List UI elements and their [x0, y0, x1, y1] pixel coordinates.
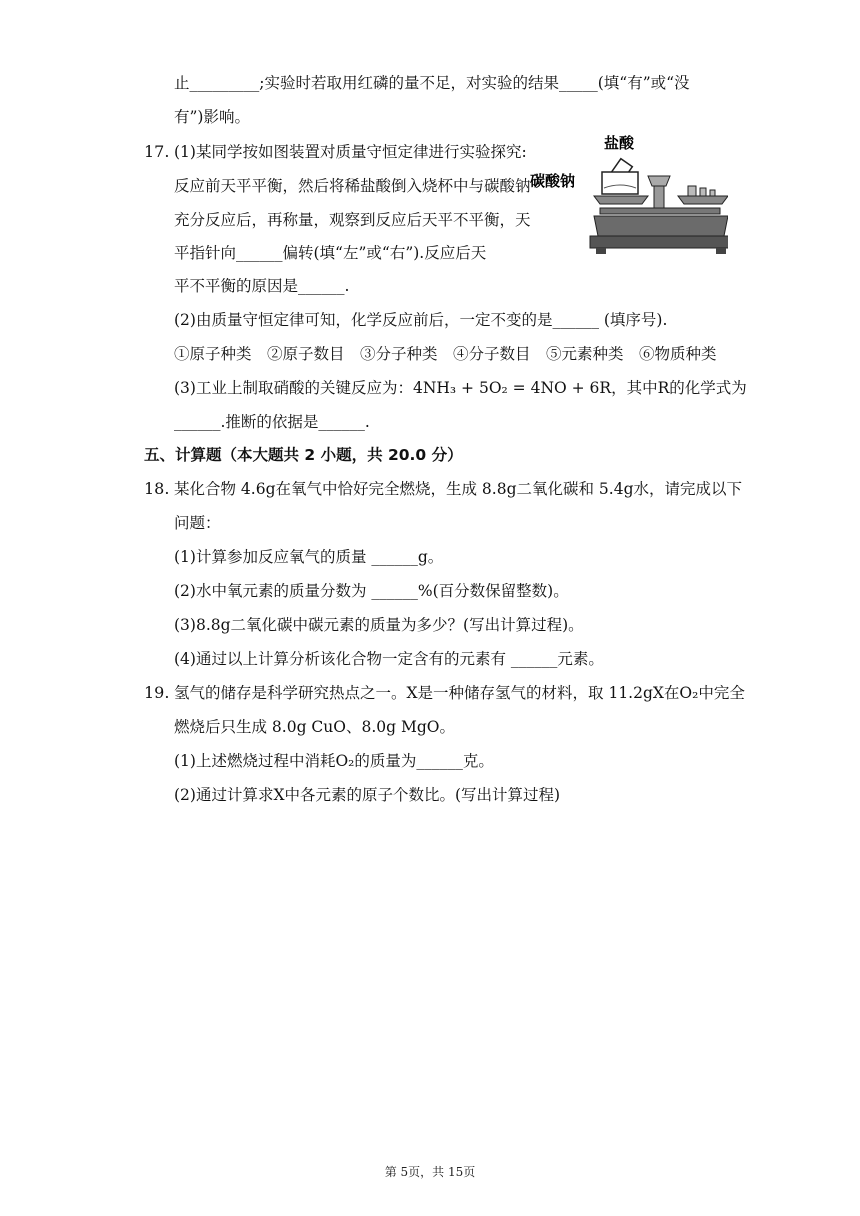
q19-line: 氢气的储存是科学研究热点之一。X是一种储存氢气的材料，取 11.2gX在O₂中完全 [174, 684, 745, 702]
question-number-19: 19. [144, 683, 170, 702]
section-title: 五、计算题（本大题共 2 小题，共 20.0 分） [144, 446, 463, 464]
q17-line: 平指针向______偏转(填“左”或“右”).反应后天 [174, 244, 487, 262]
q17-line: ______.推断的依据是______. [174, 413, 370, 431]
q17-line: (1)某同学按如图装置对质量守恒定律进行实验探究: [174, 143, 527, 161]
q17-line: 反应前天平平衡，然后将稀盐酸倒入烧杯中与碳酸钠 [174, 177, 531, 195]
q18-line: (1)计算参加反应氧气的质量 ______g。 [174, 548, 444, 566]
q19-line: (2)通过计算求X中各元素的原子个数比。(写出计算过程) [174, 786, 561, 804]
q18-line: (4)通过以上计算分析该化合物一定含有的元素有 ______元素。 [174, 650, 604, 668]
q17-line: 平不平衡的原因是______. [174, 277, 350, 295]
q18-line: 某化合物 4.6g在氧气中恰好完全燃烧，生成 8.8g二氧化碳和 5.4g水，请完成以下 [174, 480, 742, 498]
page-footer: 第 5页，共 15页 [384, 1165, 476, 1179]
question-number-18: 18. [144, 479, 170, 498]
q19-line: (1)上述燃烧过程中消耗O₂的质量为______克。 [174, 752, 494, 770]
q17-line: 充分反应后，再称量，观察到反应后天平不平衡，天 [174, 211, 531, 229]
q19-line: 燃烧后只生成 8.0g CuO、8.0g MgO。 [174, 718, 455, 736]
balance-apparatus-figure [528, 132, 728, 262]
q18-line: (2)水中氧元素的质量分数为 ______%(百分数保留整数)。 [174, 582, 569, 600]
label-hydrochloric-acid: 盐酸 [604, 134, 635, 152]
label-sodium-carbonate: 碳酸钠 [530, 172, 576, 190]
q17-line: (2)由质量守恒定律可知，化学反应前后，一定不变的是______ (填序号). [174, 311, 668, 329]
continuation-line-2: 有”)影响。 [174, 108, 250, 126]
q18-line: 问题： [174, 514, 221, 532]
q18-line: (3)8.8g二氧化碳中碳元素的质量为多少？(写出计算过程)。 [174, 616, 584, 634]
continuation-line-1: 止_________;实验时若取用红磷的量不足，对实验的结果_____(填“有”或“没 [174, 74, 690, 92]
q17-line: ①原子种类 ②原子数目 ③分子种类 ④分子数目 ⑤元素种类 ⑥物质种类 [174, 345, 717, 363]
q17-line: (3)工业上制取硝酸的关键反应为：4NH₃ + 5O₂ = 4NO + 6R，其中R的化学式为 [174, 379, 747, 397]
question-number-17: 17. [144, 142, 170, 161]
